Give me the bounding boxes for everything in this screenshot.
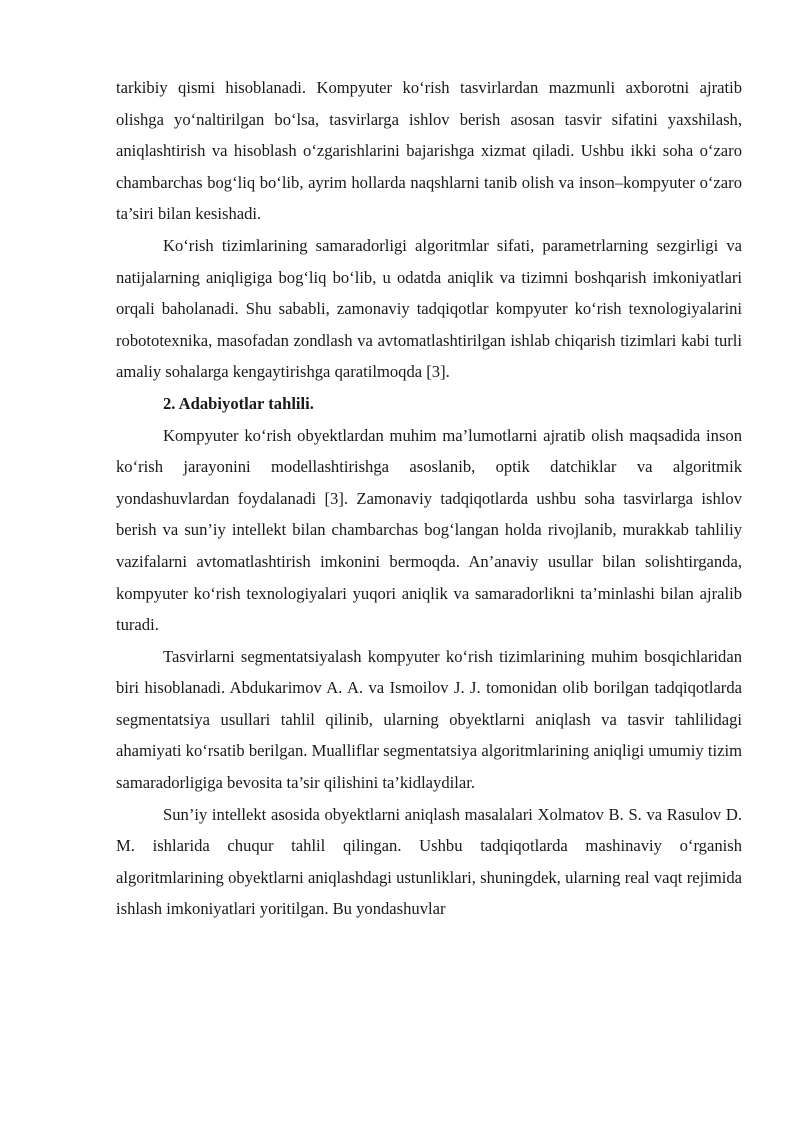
paragraph-ai-object-detection: Sun’iy intellekt asosida obyektlarni aniqlash masalalari Xolmatov B. S. va Rasulov D. M. ishlarida chuqur tahlil qilingan. Ushbu tadqiqotlarda mashinaviy o‘rganish algoritmlarining obyektlarni aniqlashdagi ustunliklari, shuningdek, ularning real vaqt rejimida ishlash imkoniyatlari yoritilgan. Bu yondashuvlar	[116, 804, 742, 919]
paragraph-continuation: tarkibiy qismi hisoblanadi. Kompyuter ko‘rish tasvirlardan mazmunli axborotni ajratib olishga yo‘naltirilgan bo‘lsa, tasvirlarga ishlov berish asosan tasvir sifatini yaxshilash, aniqlashtirish va hisoblash o‘zgarishlarini bajarishga xizmat qiladi. Ushbu ikki soha o‘zaro chambarchas bog‘liq bo‘lib, ayrim hollarda naqshlarni tanib olish va inson–kompyuter o‘zaro ta’siri bilan kesishadi.	[116, 78, 742, 224]
section-heading-literature-review: 2. Adabiyotlar tahlili.	[163, 393, 314, 413]
document-body	[116, 72, 742, 925]
paragraph-computer-vision-overview: Kompyuter ko‘rish obyektlardan muhim ma’lumotlarni ajratib olish maqsadida inson ko‘rish jarayonini modellashtirishga asoslanib, optik datchiklar va algoritmik yondashuvlardan foydalanadi [3]. Zamonaviy tadqiqotlarda ushbu soha tasvirlarga ishlov berish va sun’iy intellekt bilan chambarchas bog‘langan holda rivojlanib, murakkab tahliliy vazifalarni avtomatlashtirish imkonini bermoqda. An’anaviy usullar bilan solishtirganda, kompyuter ko‘rish texnologiyalari yuqori aniqlik va samaradorlikni ta’minlashi bilan ajralib turadi.	[116, 425, 742, 635]
paragraph-vision-efficiency: Ko‘rish tizimlarining samaradorligi algoritmlar sifati, parametrlarning sezgirligi va natijalarning aniqligiga bog‘liq bo‘lib, u odatda aniqlik va tizimni boshqarish imkoniyatlari orqali baholanadi. Shu sababli, zamonaviy tadqiqotlar kompyuter ko‘rish texnologiyalarini robototexnika, masofadan zondlash va avtomatlashtirilgan ishlab chiqarish tizimlari kabi turli amaliy sohalarga kengaytirishga qaratilmoqda [3].	[116, 235, 742, 382]
paragraph-image-segmentation: Tasvirlarni segmentatsiyalash kompyuter ko‘rish tizimlarining muhim bosqichlaridan biri hisoblanadi. Abdukarimov A. A. va Ismoilov J. J. tomonidan olib borilgan tadqiqotlarda segmentatsiya usullari tahlil qilinib, ularning obyektlarni aniqlash va tasvir tahlilidagi ahamiyati ko‘rsatib berilgan. Mualliflar segmentatsiya algoritmlarining aniqligi umumiy tizim samaradorligiga bevosita ta’sir qilishini ta’kidlaydilar.	[116, 646, 742, 793]
